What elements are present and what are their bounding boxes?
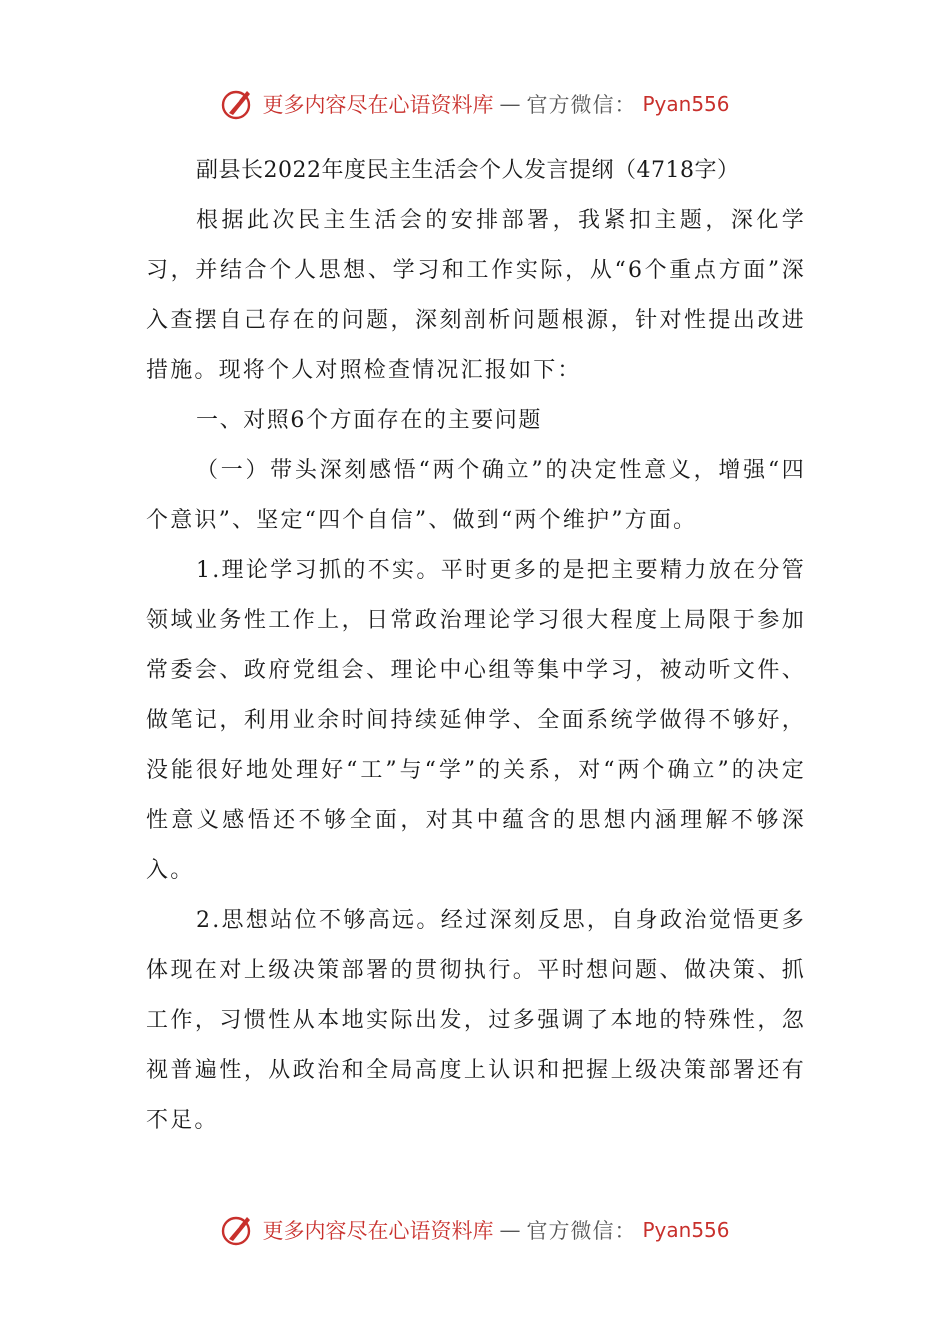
quill-logo-icon (220, 86, 256, 122)
watermark-official-label: 官方微信： (526, 93, 637, 117)
item-paragraph-2: 2.思想站位不够高远。经过深刻反思，自身政治觉悟更多体现在对上级决策部署的贯彻执行。平时想问题、做决策、抓工作，习惯性从本地实际出发，过多强调了本地的特殊性，忽视普遍性，从政治和全局高度上认识和把握上级决策部署还有不足。 (146, 908, 806, 1133)
quill-logo-icon (220, 1212, 256, 1248)
document-title: 副县长2022年度民主生活会个人发言提纲（4718字） (196, 158, 740, 183)
intro-paragraph: 根据此次民主生活会的安排部署，我紧扣主题，深化学习，并结合个人思想、学习和工作实际，从“6个重点方面”深入查摆自己存在的问题，深刻剖析问题根源，针对性提出改进措施。现将个人对照检查情况汇报如下： (146, 208, 806, 383)
watermark-official-label: 官方微信： (526, 1219, 637, 1243)
subsection-heading-1: （一）带头深刻感悟“两个确立”的决定性意义，增强“四个意识”、坚定“四个自信”、做到“两个维护”方面。 (146, 458, 806, 533)
watermark-dash: — (499, 1218, 521, 1242)
watermark-footer (0, 1212, 950, 1248)
item-paragraph-1: 1.理论学习抓的不实。平时更多的是把主要精力放在分管领域业务性工作上，日常政治理论学习很大程度上局限于参加常委会、政府党组会、理论中心组等集中学习，被动听文件、做笔记，利用业余时间持续延伸学、全面系统学做得不够好，没能很好地处理好“工”与“学”的关系，对“两个确立”的决定性意义感悟还不够全面，对其中蕴含的思想内涵理解不够深入。 (146, 558, 806, 883)
watermark-brand: 更多内容尽在心语资料库 (262, 93, 494, 117)
section-heading-1: 一、对照6个方面存在的主要问题 (196, 408, 542, 433)
watermark-wechat-id: Pyan556 (642, 92, 730, 116)
watermark-brand: 更多内容尽在心语资料库 (262, 1219, 494, 1243)
watermark-wechat-id: Pyan556 (642, 1218, 730, 1242)
watermark-dash: — (499, 92, 521, 116)
watermark-header (0, 86, 950, 122)
document-body (146, 146, 806, 1146)
